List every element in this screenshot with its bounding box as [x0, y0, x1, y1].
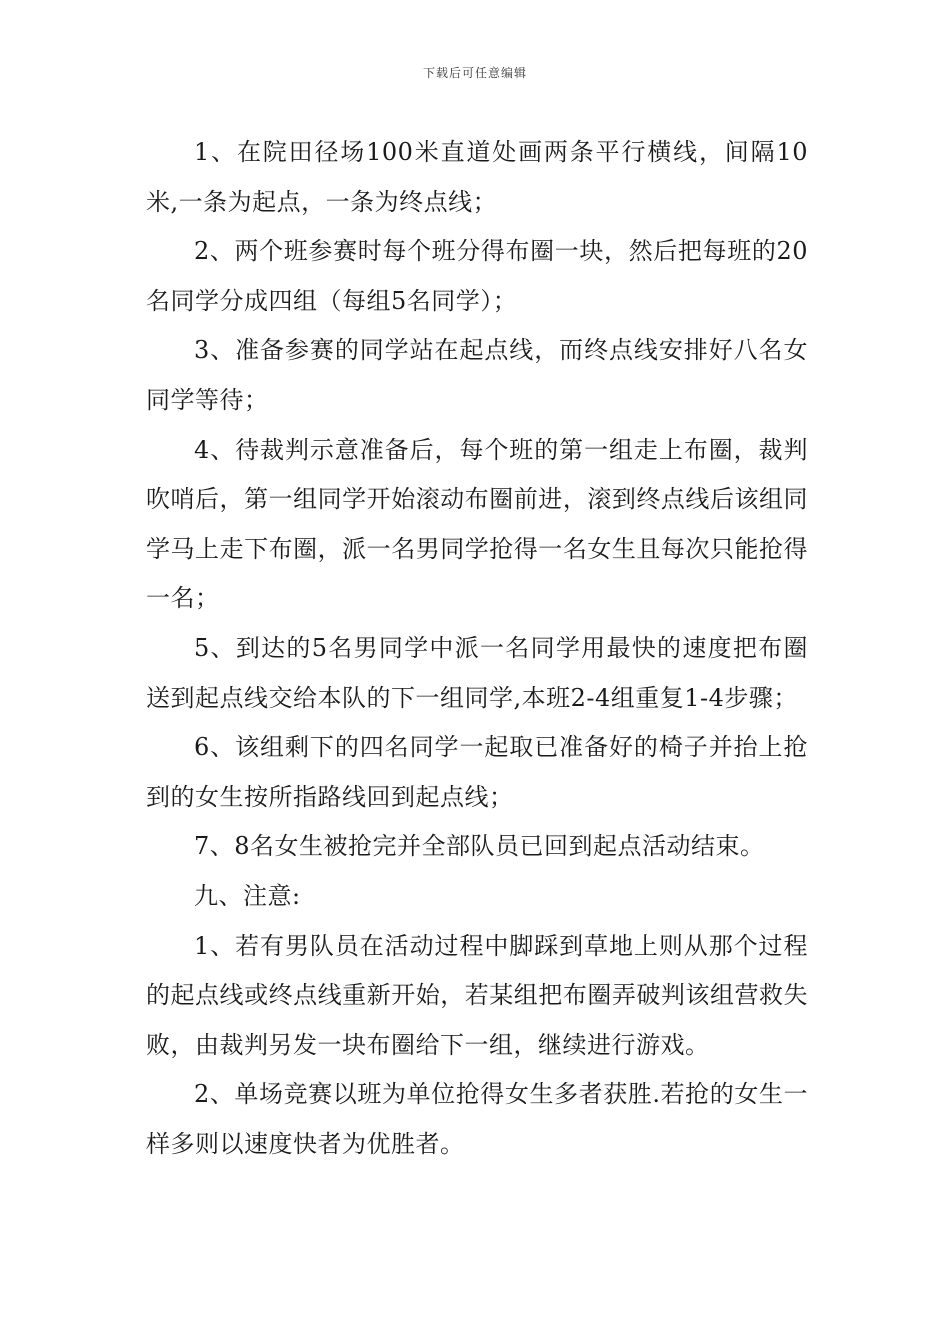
paragraph-note-2: 2、单场竞赛以班为单位抢得女生多者获胜.若抢的女生一样多则以速度快者为优胜者。 [146, 1080, 808, 1158]
paragraph-step-2: 2、两个班参赛时每个班分得布圈一块，然后把每班的20名同学分成四组（每组5名同学）； [146, 237, 808, 315]
section-heading-notes: 九、注意: [194, 881, 301, 910]
paragraph-step-6: 6、该组剩下的四名同学一起取已准备好的椅子并抬上抢到的女生按所指路线回到起点线； [146, 733, 808, 811]
paragraph-step-5: 5、到达的5名男同学中派一名同学用最快的速度把布圈送到起点线交给本队的下一组同学,本班2-4组重复1-4步骤； [146, 633, 808, 712]
paragraph-step-3: 3、准备参赛的同学站在起点线，而终点线安排好八名女同学等待； [146, 336, 808, 414]
document-body [146, 128, 808, 1169]
paragraph-step-7: 7、8名女生被抢完并全部队员已回到起点活动结束。 [194, 832, 765, 861]
page-header: 下载后可任意编辑 [422, 66, 527, 80]
paragraph-step-1: 1、在院田径场100米直道处画两条平行横线，间隔10米,一条为起点，一条为终点线； [146, 138, 808, 216]
paragraph-step-4: 4、待裁判示意准备后，每个班的第一组走上布圈，裁判吹哨后，第一组同学开始滚动布圈前进，滚到终点线后该组同学马上走下布圈，派一名男同学抢得一名女生且每次只能抢得一名； [146, 435, 808, 613]
paragraph-note-1: 1、若有男队员在活动过程中脚踩到草地上则从那个过程的起点线或终点线重新开始，若某组把布圈弄破判该组营救失败，由裁判另发一块布圈给下一组，继续进行游戏。 [146, 931, 808, 1059]
